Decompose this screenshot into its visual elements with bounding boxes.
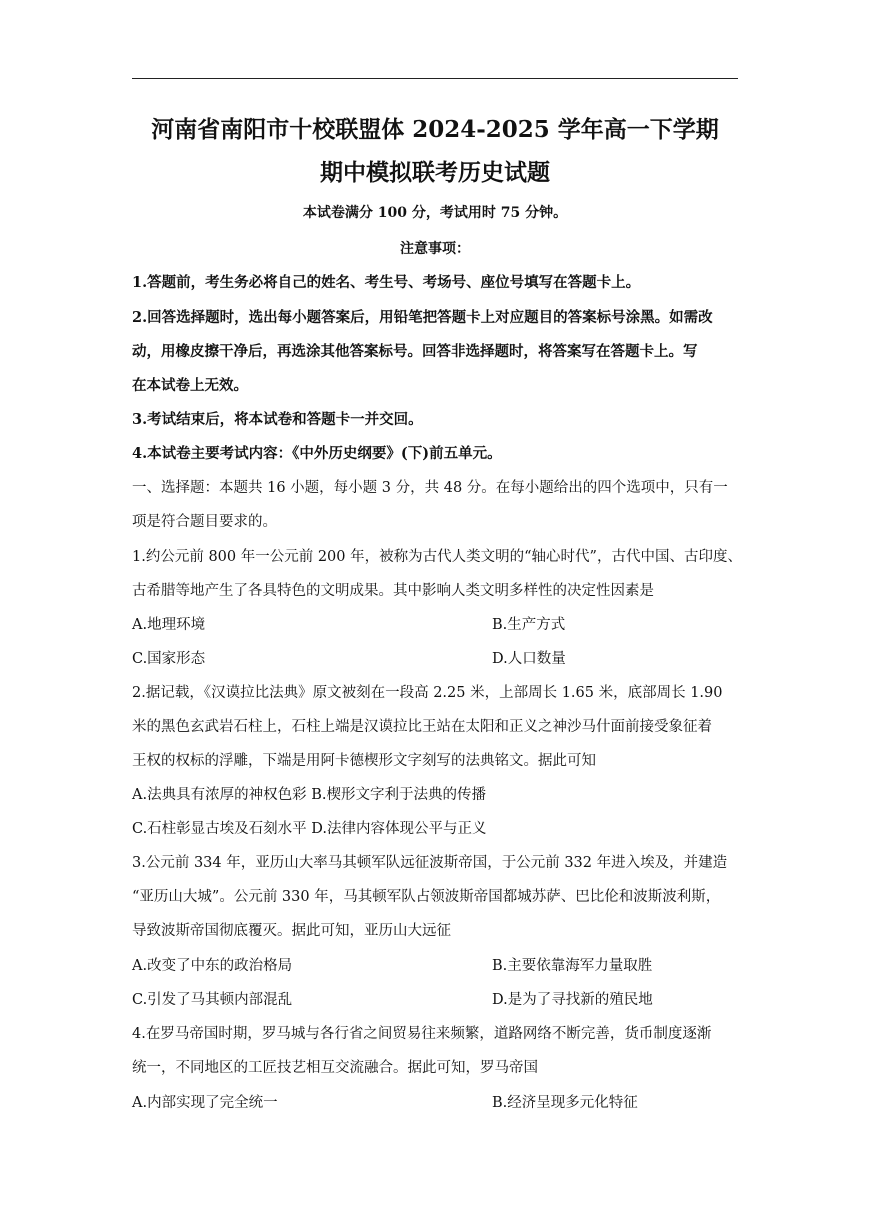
question-3-text: 导致波斯帝国彻底覆灭。据此可知，亚历山大远征	[132, 923, 451, 939]
notice-line: 2.回答选择题时，选出每小题答案后，用铅笔把答题卡上对应题目的答案标号涂黑。如需改	[132, 309, 713, 326]
exam-subtitle: 本试卷满分 100 分，考试用时 75 分钟。	[302, 205, 568, 221]
question-2-text: 王权的权标的浮雕，下端是用阿卡德楔形文字刻写的法典铭文。据此可知	[132, 753, 596, 769]
question-3-option-d: D.是为了寻找新的殖民地	[492, 992, 653, 1008]
notice-heading: 注意事项：	[400, 241, 470, 257]
section-instruction: 项是符合题目要求的。	[132, 514, 277, 530]
question-4-option-b: B.经济呈现多元化特征	[492, 1095, 638, 1111]
notice-line: 4.本试卷主要考试内容：《中外历史纲要》(下)前五单元。	[132, 445, 502, 462]
question-1-option-a: A.地理环境	[132, 617, 206, 633]
question-2-options-cd: C.石柱彰显古埃及石刻水平 D.法律内容体现公平与正义	[132, 821, 487, 837]
header-rule	[132, 78, 738, 79]
question-4-text: 统一，不同地区的工匠技艺相互交流融合。据此可知，罗马帝国	[132, 1060, 538, 1076]
question-3-option-a: A.改变了中东的政治格局	[132, 958, 293, 974]
question-1-option-b: B.生产方式	[492, 617, 566, 633]
question-1-option-d: D.人口数量	[492, 651, 566, 667]
question-1-option-c: C.国家形态	[132, 651, 206, 667]
question-2-options-ab: A.法典具有浓厚的神权色彩 B.楔形文字利于法典的传播	[132, 787, 486, 803]
question-2-text: 2.据记载，《汉谟拉比法典》原文被刻在一段高 2.25 米，上部周长 1.65 米，底部周长 1.90	[132, 685, 723, 701]
question-3-text: “亚历山大城”。公元前 330 年，马其顿军队占领波斯帝国都城苏萨、巴比伦和波斯波利斯，	[132, 889, 721, 905]
question-4-option-a: A.内部实现了完全统一	[132, 1095, 278, 1111]
notice-line: 3.考试结束后，将本试卷和答题卡一并交回。	[132, 411, 423, 428]
question-3-text: 3.公元前 334 年，亚历山大率马其顿军队远征波斯帝国，于公元前 332 年进入埃及，并建造	[132, 855, 728, 871]
question-1-text: 古希腊等地产生了各具特色的文明成果。其中影响人类文明多样性的决定性因素是	[132, 583, 654, 599]
question-1-text: 1.约公元前 800 年一公元前 200 年，被称为古代人类文明的“轴心时代”，古代中国、古印度、	[132, 549, 742, 565]
notice-line: 动，用橡皮擦干净后，再选涂其他答案标号。回答非选择题时，将答案写在答题卡上。写	[132, 343, 698, 360]
notice-line: 1.答题前，考生务必将自己的姓名、考生号、考场号、座位号填写在答题卡上。	[132, 274, 641, 291]
question-3-option-c: C.引发了马其顿内部混乱	[132, 992, 293, 1008]
exam-title-line-1: 河南省南阳市十校联盟体 2024-2025 学年高一下学期	[151, 116, 719, 143]
question-4-text: 4.在罗马帝国时期，罗马城与各行省之间贸易往来频繁，道路网络不断完善，货币制度逐渐	[132, 1026, 712, 1042]
question-3-option-b: B.主要依靠海军力量取胜	[492, 958, 653, 974]
section-instruction: 一、选择题：本题共 16 小题，每小题 3 分，共 48 分。在每小题给出的四个选项中，只有一	[132, 480, 728, 496]
question-2-text: 米的黑色玄武岩石柱上，石柱上端是汉谟拉比王站在太阳和正义之神沙马什面前接受象征着	[132, 719, 712, 735]
exam-title-line-2: 期中模拟联考历史试题	[320, 159, 550, 186]
notice-line: 在本试卷上无效。	[132, 377, 248, 394]
